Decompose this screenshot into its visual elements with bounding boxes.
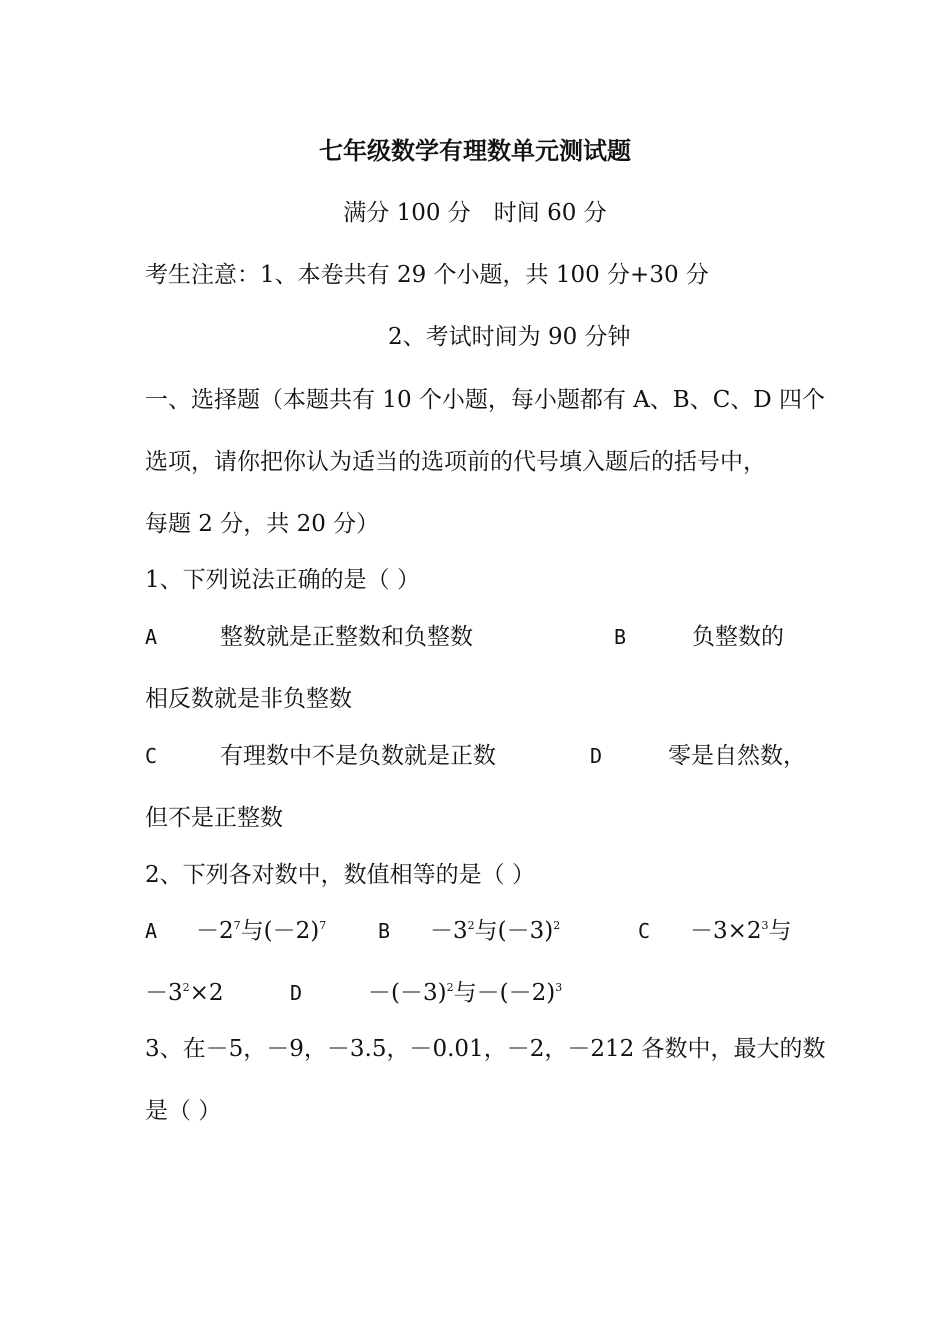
notice-line-1: 考生注意：1、本卷共有 29 个小题，共 100 分+30 分 — [145, 262, 709, 288]
notice-line-2: 2、考试时间为 90 分钟 — [388, 324, 631, 350]
option-b-label: B — [614, 625, 627, 649]
score-time-subtitle: 满分 100 分 时间 60 分 — [343, 200, 607, 226]
option-a-base: －2 — [196, 918, 234, 944]
option-c-continued — [145, 978, 224, 1008]
option-b-exponent-1: 2 — [467, 919, 475, 932]
option-a-exponent-2: 7 — [319, 919, 327, 932]
option-c-expression — [690, 916, 792, 946]
option-b-continued: 相反数就是非负整数 — [145, 686, 352, 712]
page-title: 七年级数学有理数单元测试题 — [319, 136, 631, 165]
option-c-label: C — [145, 744, 158, 768]
question-2-stem: 2、下列各对数中，数值相等的是（ ） — [145, 862, 535, 888]
question-1-options-cd — [0, 741, 950, 771]
option-a-label: A — [145, 625, 158, 649]
option-d-text: 零是自然数， — [668, 743, 806, 769]
section-intro-line-2: 选项，请你把你认为适当的选项前的代号填入题后的括号中， — [145, 449, 766, 475]
question-3-stem: 3、在－5，－9，－3.5，－0.01，－2，－212 各数中，最大的数 — [145, 1036, 826, 1062]
question-2-options-cd — [0, 978, 950, 1008]
option-a-text: 整数就是正整数和负整数 — [220, 624, 473, 650]
section-intro-line-3: 每题 2 分，共 20 分） — [145, 511, 380, 537]
option-c-tail: 与 — [768, 918, 792, 944]
option-d-continued: 但不是正整数 — [145, 805, 283, 831]
option-a-exponent-1: 7 — [233, 919, 241, 932]
section-intro-line-1: 一、选择题（本题共有 10 个小题，每小题都有 A、B、C、D 四个 — [145, 387, 826, 413]
question-1-stem: 1、下列说法正确的是（ ） — [145, 567, 420, 593]
question-1-options-ab — [0, 622, 950, 652]
option-b-middle: 与(－3) — [474, 918, 554, 944]
option-c-exponent: 3 — [761, 919, 769, 932]
option-b-base: －3 — [430, 918, 468, 944]
option-b-text: 负整数的 — [692, 624, 784, 650]
option-d-label: D — [290, 981, 303, 1005]
option-d-exponent-2: 3 — [555, 981, 563, 994]
option-d-middle: 与－(－2) — [453, 980, 556, 1006]
option-b-exponent-2: 2 — [553, 919, 561, 932]
option-c-label: C — [638, 919, 651, 943]
option-c-cont-exponent: 2 — [182, 981, 190, 994]
question-3-stem-continued: 是（ ） — [145, 1098, 222, 1124]
option-b-label: B — [378, 919, 391, 943]
option-b-expression — [430, 916, 560, 946]
option-c-text: 有理数中不是负数就是正数 — [220, 743, 496, 769]
option-d-expression — [368, 978, 562, 1008]
option-d-base: －(－3) — [368, 980, 447, 1006]
option-a-middle: 与(－2) — [240, 918, 320, 944]
option-a-label: A — [145, 919, 158, 943]
option-d-exponent-1: 2 — [446, 981, 454, 994]
question-2-options-abc — [0, 916, 950, 946]
option-a-expression — [196, 916, 326, 946]
option-c-base: －3×2 — [690, 918, 762, 944]
option-c-cont-base: －3 — [145, 980, 183, 1006]
option-c-cont-tail: ×2 — [189, 980, 224, 1006]
option-d-label: D — [590, 744, 603, 768]
